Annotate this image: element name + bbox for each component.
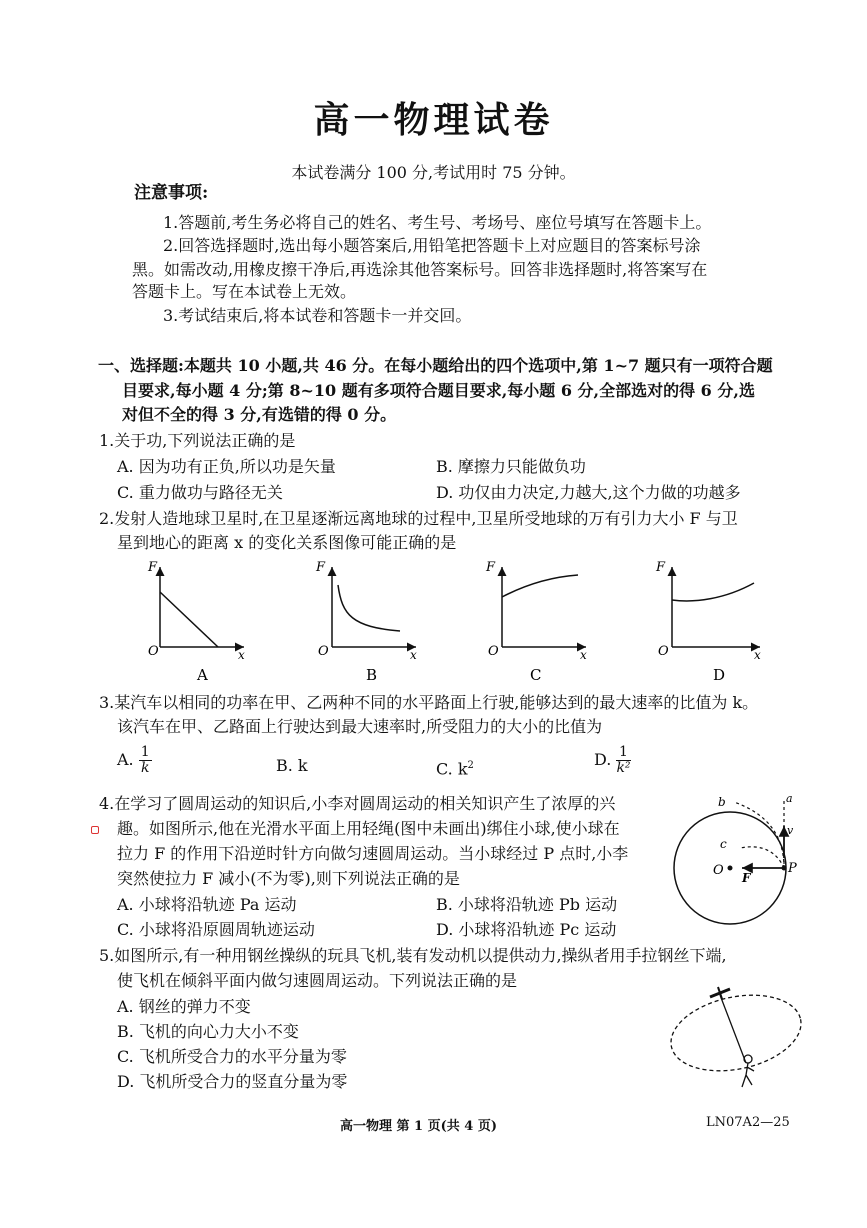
q5-option-c: C. 飞机所受合力的水平分量为零 [117, 1047, 347, 1066]
graph-d-label: D [713, 666, 726, 684]
notice-line-3: 3.考试结束后,将本试卷和答题卡一并交回。 [163, 306, 472, 325]
center-point [728, 866, 733, 871]
q4-stem-line-4: 突然使拉力 F 减小(不为零),则下列说法正确的是 [117, 869, 460, 888]
label-p: P [788, 861, 797, 876]
label-b: b [718, 795, 726, 809]
q5-option-b: B. 飞机的向心力大小不变 [117, 1022, 299, 1041]
section-heading-line-2: 目要求,每小题 4 分;第 8~10 题有多项符合题目要求,每小题 6 分,全部选对的得 6 分,选 [122, 381, 755, 400]
q2-stem-line-2: 星到地心的距离 x 的变化关系图像可能正确的是 [117, 533, 457, 552]
q2-stem-line-1: 2.发射人造地球卫星时,在卫星逐渐远离地球的过程中,卫星所受地球的万有引力大小 F 与卫 [99, 509, 738, 528]
graph-b-axis-x: x [410, 648, 417, 662]
graph-d-axis-f: F [656, 560, 666, 575]
q5-stem-line-2: 使飞机在倾斜平面内做匀速圆周运动。下列说法正确的是 [117, 971, 518, 990]
q5-option-a: A. 钢丝的弹力不变 [117, 997, 251, 1016]
q3-option-c-exponent: 2 [467, 760, 474, 771]
graph-a-origin: O [148, 644, 159, 659]
q3-d-denominator: k² [616, 760, 631, 776]
point-p [782, 866, 787, 871]
q4-option-b: B. 小球将沿轨迹 Pb 运动 [436, 895, 618, 914]
section-heading-line-3: 对但不全的得 3 分,有选错的得 0 分。 [122, 405, 397, 424]
q1-stem: 1.关于功,下列说法正确的是 [99, 431, 296, 450]
q3-option-d-prefix: D. [594, 750, 612, 769]
q4-option-a: A. 小球将沿轨迹 Pa 运动 [117, 895, 297, 914]
q1-option-c: C. 重力做功与路径无关 [117, 483, 283, 502]
graph-b-origin: O [318, 644, 329, 659]
q1-option-d: D. 功仅由力决定,力越大,这个力做的功越多 [436, 483, 741, 502]
flight-orbit [664, 984, 808, 1082]
graph-c-label: C [530, 666, 542, 684]
steel-wire [720, 995, 746, 1063]
graph-c-origin: O [488, 644, 499, 659]
toy-plane-icon [710, 987, 730, 999]
q3-option-a [117, 745, 152, 776]
q3-stem-line-1: 3.某汽车以相同的功率在甲、乙两种不同的水平路面上行驶,能够达到的最大速率的比值为 k。 [99, 693, 759, 712]
graph-d-axis-x: x [754, 648, 761, 662]
q3-option-d [594, 745, 631, 776]
notice-line-2b: 黑。如需改动,用橡皮擦干净后,再选涂其他答案标号。回答非选择题时,将答案写在 [132, 260, 708, 279]
graph-a-axis-f: F [148, 560, 158, 575]
q3-option-a-prefix: A. [117, 750, 134, 769]
q1-option-a: A. 因为功有正负,所以功是矢量 [117, 457, 336, 476]
notice-line-1: 1.答题前,考生务必将自己的姓名、考生号、考场号、座位号填写在答题卡上。 [163, 213, 712, 232]
q2-graph-b [315, 560, 417, 684]
graph-a-label: A [197, 666, 208, 684]
q4-stem-line-3: 拉力 F 的作用下沿逆时针方向做匀速圆周运动。当小球经过 P 点时,小李 [117, 844, 629, 863]
q3-option-c-base: C. k [436, 759, 468, 779]
graph-b-axis-f: F [316, 560, 326, 575]
label-v: v [787, 824, 794, 837]
q5-option-d: D. 飞机所受合力的竖直分量为零 [117, 1072, 348, 1091]
q5-stem-line-1: 5.如图所示,有一种用钢丝操纵的玩具飞机,装有发动机以提供动力,操纵者用手拉钢丝下端, [99, 946, 727, 965]
graph-a-axis-x: x [238, 648, 245, 662]
graph-d-origin: O [658, 644, 669, 659]
q3-a-denominator: k [140, 760, 150, 776]
q3-option-b: B. k [276, 756, 308, 775]
exam-info: 本试卷满分 100 分,考试用时 75 分钟。 [291, 163, 576, 182]
graph-b-label: B [366, 666, 378, 684]
label-f: F [742, 871, 751, 885]
red-mark-icon [91, 826, 99, 834]
label-c: c [720, 837, 727, 851]
label-a: a [786, 792, 793, 805]
page-title: 高一物理试卷 [313, 99, 554, 141]
graph-c-axis-f: F [486, 560, 496, 575]
label-o: O [713, 863, 724, 878]
q2-graph-c [485, 560, 587, 684]
q3-option-c [436, 755, 474, 780]
q1-option-b: B. 摩擦力只能做负功 [436, 457, 586, 476]
q4-circle-figure [668, 786, 808, 946]
exam-code: LN07A2—25 [706, 1115, 790, 1130]
q4-option-d: D. 小球将沿轨迹 Pc 运动 [436, 920, 617, 939]
q2-graph-a [147, 560, 245, 684]
trajectory-pc [740, 847, 784, 868]
q3-d-numerator: 1 [616, 745, 630, 761]
notice-line-2a: 2.回答选择题时,选出每小题答案后,用铅笔把答题卡上对应题目的答案标号涂 [163, 236, 701, 255]
section-heading-line-1: 一、选择题:本题共 10 小题,共 46 分。在每小题给出的四个选项中,第 1~7 题只有一项符合题 [98, 356, 773, 375]
q2-graph-d [655, 560, 761, 684]
q4-stem-line-1: 4.在学习了圆周运动的知识后,小李对圆周运动的相关知识产生了浓厚的兴 [99, 794, 616, 813]
q5-plane-figure [664, 975, 814, 1095]
q3-stem-line-2: 该汽车在甲、乙路面上行驶达到最大速率时,所受阻力的大小的比值为 [117, 717, 603, 736]
q4-option-c: C. 小球将沿原圆周轨迹运动 [117, 920, 315, 939]
q4-stem-line-2: 趣。如图所示,他在光滑水平面上用轻绳(图中未画出)绑住小球,使小球在 [117, 819, 620, 838]
page-footer: 高一物理 第 1 页(共 4 页) [340, 1119, 498, 1134]
q3-option-d-fraction [616, 745, 630, 776]
q3-a-numerator: 1 [140, 744, 150, 760]
graph-c-axis-x: x [580, 648, 587, 662]
notice-line-2c: 答题卡上。写在本试卷上无效。 [132, 282, 357, 301]
trajectory-pb [734, 802, 784, 868]
q3-option-a-fraction [139, 745, 152, 776]
q2-graphs [140, 555, 780, 690]
operator-figure-icon [742, 1055, 754, 1087]
notice-heading: 注意事项: [134, 183, 209, 203]
